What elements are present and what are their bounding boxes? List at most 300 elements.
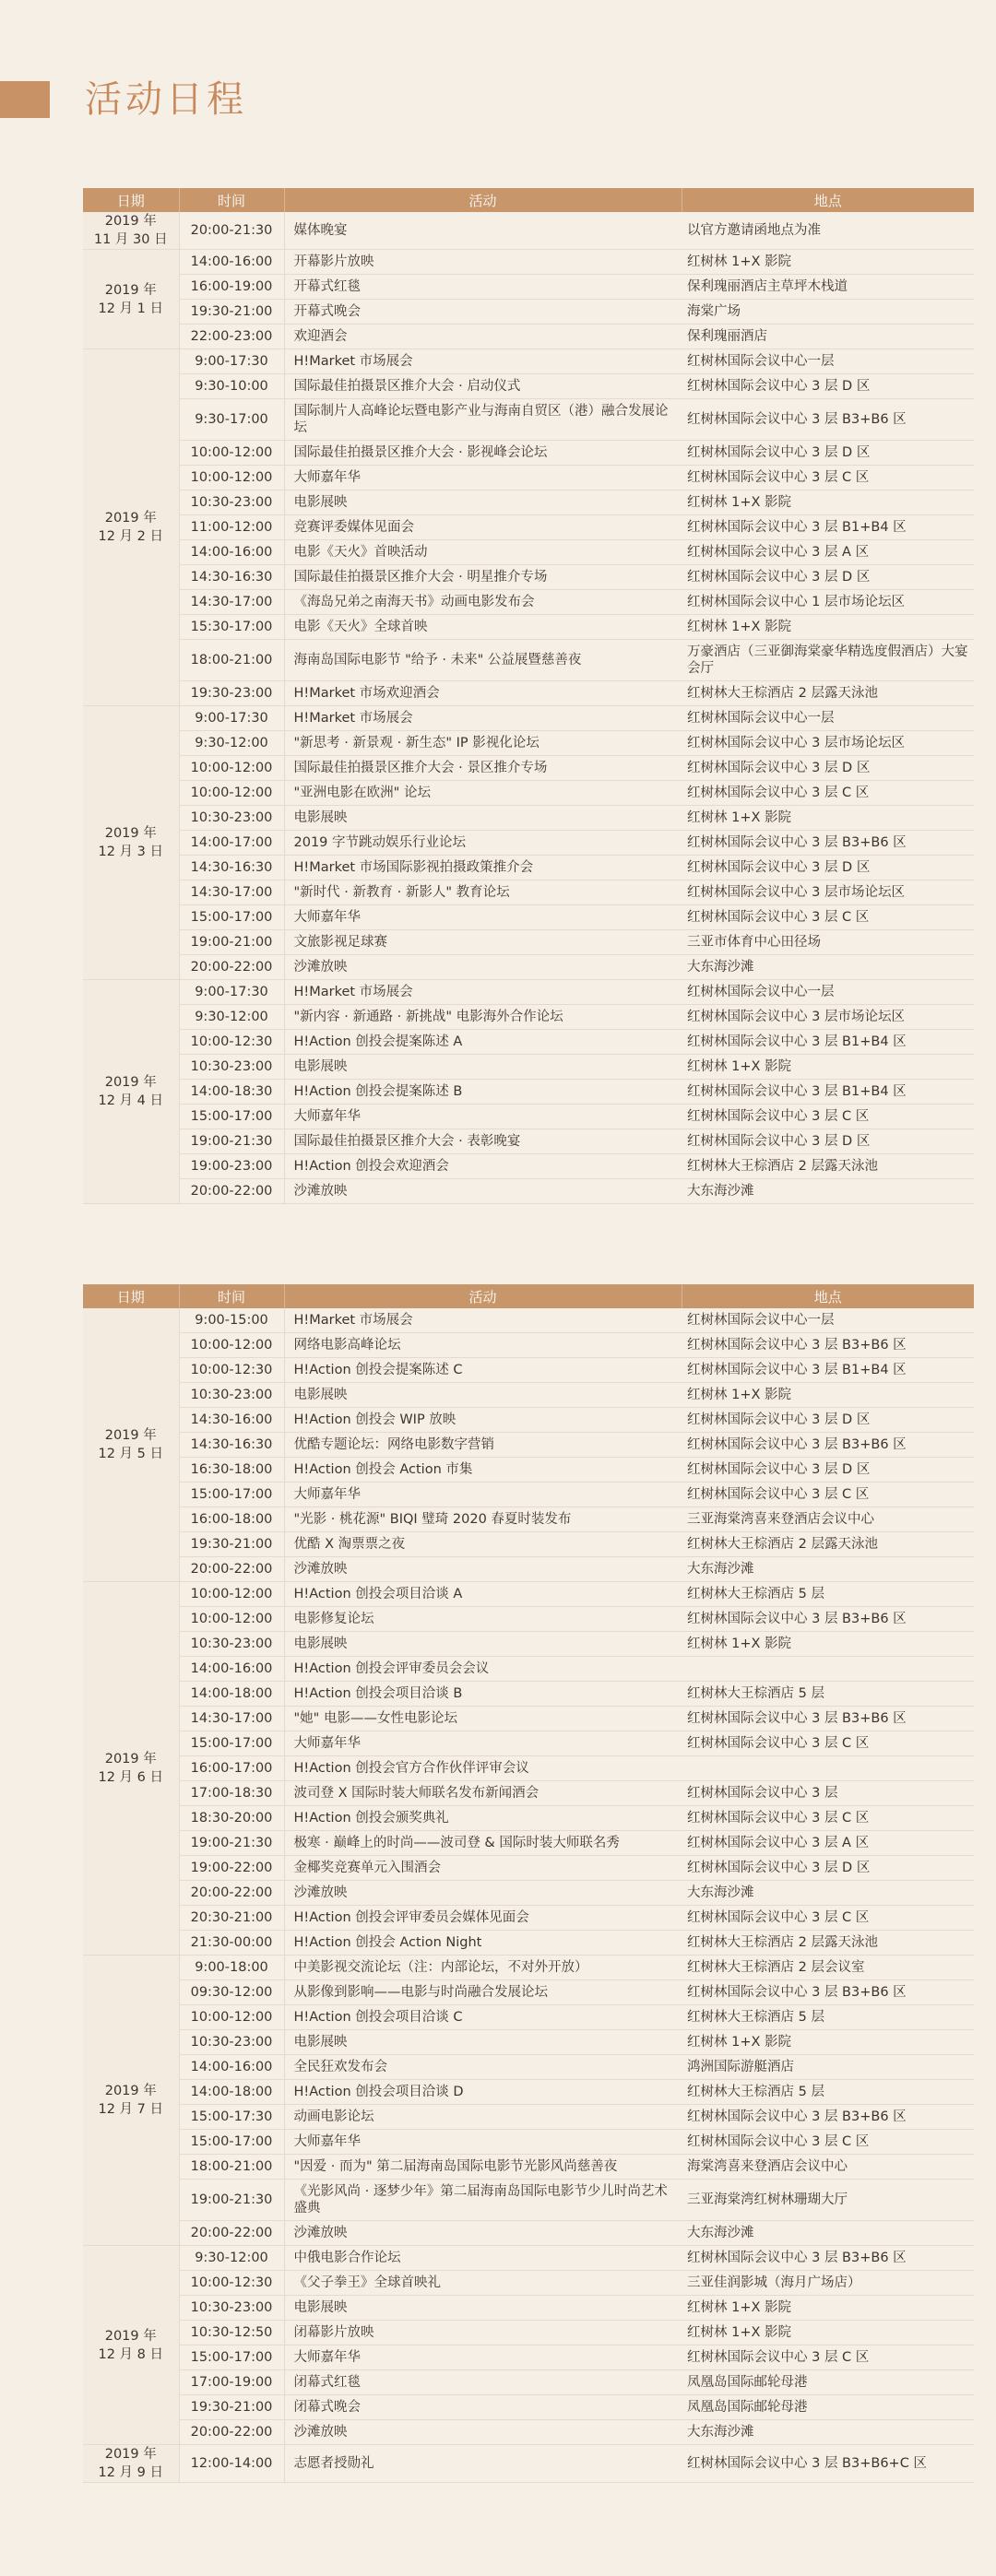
table-row xyxy=(83,1607,974,1632)
time-cell: 14:00-18:00 xyxy=(179,2080,284,2105)
location-cell: 红树林国际会议中心一层 xyxy=(682,349,974,374)
date-line: 2019 年 xyxy=(104,1075,157,1090)
table-row xyxy=(83,2420,974,2445)
table-row xyxy=(83,756,974,781)
time-cell: 19:30-21:00 xyxy=(179,2395,284,2420)
activity-cell: 电影展映 xyxy=(284,806,682,831)
table-row xyxy=(83,1433,974,1458)
activity-cell: H!Market 市场展会 xyxy=(284,1308,682,1333)
location-cell: 红树林国际会议中心 3 层 B3+B6+C 区 xyxy=(682,2445,974,2483)
location-cell: 红树林国际会议中心一层 xyxy=(682,980,974,1005)
activity-cell: 大师嘉年华 xyxy=(284,905,682,930)
activity-cell: 沙滩放映 xyxy=(284,1179,682,1204)
date-line: 12 月 3 日 xyxy=(98,845,163,859)
location-cell: 红树林 1+X 影院 xyxy=(682,490,974,515)
header-time: 时间 xyxy=(179,1284,284,1308)
activity-cell: 国际制片人高峰论坛暨电影产业与海南自贸区（港）融合发展论坛 xyxy=(284,399,682,441)
activity-cell: "新内容 · 新通路 · 新挑战" 电影海外合作论坛 xyxy=(284,1005,682,1030)
time-cell: 15:00-17:00 xyxy=(179,905,284,930)
activity-cell: 文旅影视足球赛 xyxy=(284,930,682,955)
location-cell: 凤凰岛国际邮轮母港 xyxy=(682,2370,974,2395)
time-cell: 10:00-12:00 xyxy=(179,1607,284,1632)
time-cell: 09:30-12:00 xyxy=(179,1980,284,2005)
time-cell: 19:30-23:00 xyxy=(179,681,284,706)
table-row xyxy=(83,731,974,756)
location-cell: 凤凰岛国际邮轮母港 xyxy=(682,2395,974,2420)
time-cell: 14:30-17:00 xyxy=(179,1707,284,1731)
table-row xyxy=(83,905,974,930)
location-cell: 红树林国际会议中心 3 层 B3+B6 区 xyxy=(682,831,974,856)
activity-cell: 电影展映 xyxy=(284,490,682,515)
table-row xyxy=(83,681,974,706)
table-row xyxy=(83,1055,974,1080)
time-cell: 10:30-23:00 xyxy=(179,2030,284,2055)
location-cell: 红树林大王棕酒店 2 层露天泳池 xyxy=(682,681,974,706)
table-row xyxy=(83,1483,974,1507)
schedule-table-2 xyxy=(83,1284,974,2483)
location-cell: 红树林国际会议中心 3 层 D 区 xyxy=(682,565,974,590)
activity-cell: H!Action 创投会欢迎酒会 xyxy=(284,1154,682,1179)
activity-cell: 大师嘉年华 xyxy=(284,1105,682,1129)
location-cell: 大东海沙滩 xyxy=(682,2221,974,2246)
time-cell: 10:00-12:00 xyxy=(179,441,284,466)
activity-cell: 大师嘉年华 xyxy=(284,2130,682,2155)
time-cell: 19:00-21:00 xyxy=(179,930,284,955)
location-cell: 红树林 1+X 影院 xyxy=(682,2030,974,2055)
activity-cell: 国际最佳拍摄景区推介大会 · 明星推介专场 xyxy=(284,565,682,590)
time-cell: 20:00-22:00 xyxy=(179,955,284,980)
time-cell: 10:00-12:30 xyxy=(179,1358,284,1383)
location-cell: 大东海沙滩 xyxy=(682,1179,974,1204)
location-cell: 红树林 1+X 影院 xyxy=(682,1055,974,1080)
date-cell xyxy=(83,250,179,349)
location-cell: 红树林国际会议中心 3 层 B3+B6 区 xyxy=(682,1607,974,1632)
activity-cell: H!Market 市场欢迎酒会 xyxy=(284,681,682,706)
header-time: 时间 xyxy=(179,188,284,212)
location-cell xyxy=(682,1756,974,1781)
time-cell: 10:30-23:00 xyxy=(179,806,284,831)
location-cell: 红树林国际会议中心 3 层 C 区 xyxy=(682,2346,974,2370)
time-cell: 15:00-17:00 xyxy=(179,2346,284,2370)
location-cell: 大东海沙滩 xyxy=(682,1557,974,1582)
time-cell: 9:30-12:00 xyxy=(179,731,284,756)
table-row xyxy=(83,930,974,955)
activity-cell: 开幕影片放映 xyxy=(284,250,682,275)
date-cell xyxy=(83,1308,179,1582)
location-cell: 红树林国际会议中心 1 层市场论坛区 xyxy=(682,590,974,615)
table-row xyxy=(83,856,974,880)
activity-cell: "因爱 · 而为" 第二届海南岛国际电影节光影风尚慈善夜 xyxy=(284,2155,682,2180)
location-cell: 大东海沙滩 xyxy=(682,2420,974,2445)
date-cell xyxy=(83,980,179,1204)
date-line: 11 月 30 日 xyxy=(93,232,168,247)
location-cell: 红树林国际会议中心 3 层 C 区 xyxy=(682,1906,974,1931)
time-cell: 9:00-17:30 xyxy=(179,706,284,731)
activity-cell: 沙滩放映 xyxy=(284,955,682,980)
location-cell: 红树林 1+X 影院 xyxy=(682,2296,974,2321)
date-cell xyxy=(83,1956,179,2246)
location-cell: 红树林国际会议中心 3 层 D 区 xyxy=(682,1129,974,1154)
activity-cell: 竞赛评委媒体见面会 xyxy=(284,515,682,540)
location-cell: 红树林国际会议中心 3 层 D 区 xyxy=(682,756,974,781)
table-row xyxy=(83,2180,974,2221)
location-cell: 保利瑰丽酒店主草坪木栈道 xyxy=(682,275,974,300)
table-row xyxy=(83,1030,974,1055)
location-cell: 红树林国际会议中心 3 层市场论坛区 xyxy=(682,1005,974,1030)
date-line: 12 月 8 日 xyxy=(98,2346,163,2362)
table-row xyxy=(83,1308,974,1333)
activity-cell: 大师嘉年华 xyxy=(284,2346,682,2370)
activity-cell: 海南岛国际电影节 "给予 · 未来" 公益展暨慈善夜 xyxy=(284,640,682,681)
table-row xyxy=(83,565,974,590)
time-cell: 10:30-23:00 xyxy=(179,490,284,515)
location-cell: 红树林国际会议中心 3 层 A 区 xyxy=(682,540,974,565)
location-cell: 红树林国际会议中心 3 层 A 区 xyxy=(682,1831,974,1856)
activity-cell: 国际最佳拍摄景区推介大会 · 启动仪式 xyxy=(284,374,682,399)
table-row xyxy=(83,1532,974,1557)
location-cell: 红树林 1+X 影院 xyxy=(682,1383,974,1408)
table-row xyxy=(83,1383,974,1408)
table-row xyxy=(83,2155,974,2180)
location-cell: 红树林国际会议中心 3 层 C 区 xyxy=(682,905,974,930)
activity-cell: H!Market 市场国际影视拍摄政策推介会 xyxy=(284,856,682,880)
activity-cell: "新时代 · 新教育 · 新影人" 教育论坛 xyxy=(284,880,682,905)
activity-cell: H!Action 创投会官方合作伙伴评审会议 xyxy=(284,1756,682,1781)
time-cell: 12:00-14:00 xyxy=(179,2445,284,2483)
time-cell: 10:00-12:00 xyxy=(179,756,284,781)
location-cell: 红树林国际会议中心 3 层 B3+B6 区 xyxy=(682,2105,974,2130)
location-cell: 鸿洲国际游艇酒店 xyxy=(682,2055,974,2080)
table-row xyxy=(83,1906,974,1931)
location-cell xyxy=(682,1657,974,1682)
table-row xyxy=(83,2055,974,2080)
date-line: 12 月 9 日 xyxy=(98,2465,163,2480)
time-cell: 17:00-19:00 xyxy=(179,2370,284,2395)
table-row xyxy=(83,250,974,275)
location-cell: 三亚海棠湾喜来登酒店会议中心 xyxy=(682,1507,974,1532)
time-cell: 14:30-16:30 xyxy=(179,565,284,590)
time-cell: 10:00-12:00 xyxy=(179,466,284,490)
activity-cell: 金椰奖竞赛单元入围酒会 xyxy=(284,1856,682,1881)
table-row xyxy=(83,880,974,905)
table-row xyxy=(83,540,974,565)
time-cell: 16:00-17:00 xyxy=(179,1756,284,1781)
location-cell: 红树林大王棕酒店 2 层露天泳池 xyxy=(682,1154,974,1179)
table-row xyxy=(83,490,974,515)
activity-cell: 电影展映 xyxy=(284,2030,682,2055)
time-cell: 19:00-22:00 xyxy=(179,1856,284,1881)
date-cell xyxy=(83,706,179,980)
time-cell: 9:30-17:00 xyxy=(179,399,284,441)
date-line: 2019 年 xyxy=(104,282,157,298)
date-cell xyxy=(83,2246,179,2445)
location-cell: 红树林国际会议中心一层 xyxy=(682,1308,974,1333)
time-cell: 10:30-23:00 xyxy=(179,1055,284,1080)
time-cell: 15:00-17:00 xyxy=(179,1105,284,1129)
table-row xyxy=(83,1358,974,1383)
location-cell: 红树林国际会议中心 3 层 C 区 xyxy=(682,1483,974,1507)
activity-cell: 网络电影高峰论坛 xyxy=(284,1333,682,1358)
table-row xyxy=(83,2395,974,2420)
table-row xyxy=(83,1507,974,1532)
time-cell: 14:30-16:30 xyxy=(179,856,284,880)
time-cell: 14:00-18:30 xyxy=(179,1080,284,1105)
time-cell: 14:00-16:00 xyxy=(179,250,284,275)
activity-cell: H!Action 创投会项目洽谈 B xyxy=(284,1682,682,1707)
time-cell: 17:00-18:30 xyxy=(179,1781,284,1806)
activity-cell: "她" 电影——女性电影论坛 xyxy=(284,1707,682,1731)
location-cell: 红树林国际会议中心 3 层 D 区 xyxy=(682,1408,974,1433)
activity-cell: 极寒 · 巅峰上的时尚——波司登 & 国际时装大师联名秀 xyxy=(284,1831,682,1856)
time-cell: 10:00-12:30 xyxy=(179,2271,284,2296)
activity-cell: 闭幕式晚会 xyxy=(284,2395,682,2420)
table-row xyxy=(83,1781,974,1806)
time-cell: 9:30-10:00 xyxy=(179,374,284,399)
activity-cell: 电影《天火》首映活动 xyxy=(284,540,682,565)
location-cell: 红树林大王棕酒店 2 层露天泳池 xyxy=(682,1931,974,1956)
time-cell: 9:00-17:30 xyxy=(179,349,284,374)
table-row xyxy=(83,1557,974,1582)
header-activity: 活动 xyxy=(284,188,682,212)
time-cell: 14:00-16:00 xyxy=(179,2055,284,2080)
table-row xyxy=(83,300,974,325)
location-cell: 万豪酒店（三亚御海棠豪华精选度假酒店）大宴会厅 xyxy=(682,640,974,681)
time-cell: 10:30-23:00 xyxy=(179,2296,284,2321)
time-cell: 9:30-12:00 xyxy=(179,1005,284,1030)
activity-cell: 大师嘉年华 xyxy=(284,1731,682,1756)
table-row xyxy=(83,441,974,466)
date-line: 2019 年 xyxy=(104,1752,157,1767)
activity-cell: H!Action 创投会项目洽谈 D xyxy=(284,2080,682,2105)
time-cell: 20:00-21:30 xyxy=(179,212,284,250)
table-row xyxy=(83,1931,974,1956)
table-row xyxy=(83,2005,974,2030)
location-cell: 红树林国际会议中心 3 层 B3+B6 区 xyxy=(682,1433,974,1458)
activity-cell: 电影展映 xyxy=(284,1383,682,1408)
time-cell: 10:00-12:00 xyxy=(179,1333,284,1358)
table-row xyxy=(83,1582,974,1607)
date-line: 12 月 6 日 xyxy=(98,1770,163,1785)
activity-cell: H!Action 创投会评审委员会会议 xyxy=(284,1657,682,1682)
table-row xyxy=(83,1408,974,1433)
date-line: 2019 年 xyxy=(104,2084,157,2098)
title-accent-bar xyxy=(0,81,50,118)
activity-cell: H!Market 市场展会 xyxy=(284,706,682,731)
table-row xyxy=(83,955,974,980)
table-row xyxy=(83,399,974,441)
time-cell: 18:30-20:00 xyxy=(179,1806,284,1831)
time-cell: 20:00-22:00 xyxy=(179,2420,284,2445)
table-row xyxy=(83,2221,974,2246)
activity-cell: 开幕式红毯 xyxy=(284,275,682,300)
table-row xyxy=(83,1154,974,1179)
table-header-row xyxy=(83,1284,974,1308)
activity-cell: 开幕式晚会 xyxy=(284,300,682,325)
location-cell: 红树林国际会议中心 3 层市场论坛区 xyxy=(682,731,974,756)
activity-cell: 沙滩放映 xyxy=(284,1557,682,1582)
table-row xyxy=(83,1956,974,1980)
location-cell: 红树林国际会议中心 3 层 C 区 xyxy=(682,1731,974,1756)
activity-cell: 中俄电影合作论坛 xyxy=(284,2246,682,2271)
table-row xyxy=(83,1458,974,1483)
activity-cell: 《海岛兄弟之南海天书》动画电影发布会 xyxy=(284,590,682,615)
time-cell: 10:00-12:00 xyxy=(179,1582,284,1607)
time-cell: 10:30-12:50 xyxy=(179,2321,284,2346)
table-row xyxy=(83,1657,974,1682)
table-row xyxy=(83,2105,974,2130)
table-row xyxy=(83,2445,974,2483)
header-date: 日期 xyxy=(83,188,179,212)
location-cell: 红树林国际会议中心 3 层 B3+B6 区 xyxy=(682,399,974,441)
location-cell: 红树林大王棕酒店 2 层露天泳池 xyxy=(682,1532,974,1557)
time-cell: 14:00-16:00 xyxy=(179,1657,284,1682)
time-cell: 20:00-22:00 xyxy=(179,1881,284,1906)
activity-cell: 中美影视交流论坛（注：内部论坛，不对外开放） xyxy=(284,1956,682,1980)
time-cell: 14:30-16:30 xyxy=(179,1433,284,1458)
table-row xyxy=(83,1856,974,1881)
activity-cell: H!Action 创投会提案陈述 C xyxy=(284,1358,682,1383)
activity-cell: H!Action 创投会 Action Night xyxy=(284,1931,682,1956)
header-activity: 活动 xyxy=(284,1284,682,1308)
activity-cell: "亚洲电影在欧洲" 论坛 xyxy=(284,781,682,806)
table-row xyxy=(83,590,974,615)
date-line: 2019 年 xyxy=(104,2447,157,2462)
table-row xyxy=(83,1731,974,1756)
activity-cell: H!Market 市场展会 xyxy=(284,980,682,1005)
location-cell: 红树林国际会议中心 3 层 B3+B6 区 xyxy=(682,1333,974,1358)
time-cell: 10:30-23:00 xyxy=(179,1632,284,1657)
date-line: 2019 年 xyxy=(104,511,157,526)
location-cell: 红树林大王棕酒店 5 层 xyxy=(682,1682,974,1707)
activity-cell: H!Action 创投会颁奖典礼 xyxy=(284,1806,682,1831)
location-cell: 三亚市体育中心田径场 xyxy=(682,930,974,955)
time-cell: 15:00-17:00 xyxy=(179,2130,284,2155)
time-cell: 10:00-12:30 xyxy=(179,1030,284,1055)
table-row xyxy=(83,1682,974,1707)
time-cell: 16:00-19:00 xyxy=(179,275,284,300)
activity-cell: H!Market 市场展会 xyxy=(284,349,682,374)
activity-cell: 志愿者授勋礼 xyxy=(284,2445,682,2483)
activity-cell: H!Action 创投会提案陈述 B xyxy=(284,1080,682,1105)
location-cell: 红树林国际会议中心 3 层 C 区 xyxy=(682,1806,974,1831)
activity-cell: 电影展映 xyxy=(284,2296,682,2321)
activity-cell: 优酷 X 淘票票之夜 xyxy=(284,1532,682,1557)
activity-cell: 大师嘉年华 xyxy=(284,1483,682,1507)
time-cell: 21:30-00:00 xyxy=(179,1931,284,1956)
activity-cell: 从影像到影响——电影与时尚融合发展论坛 xyxy=(284,1980,682,2005)
location-cell: 红树林大王棕酒店 5 层 xyxy=(682,2080,974,2105)
location-cell: 红树林国际会议中心 3 层 B3+B6 区 xyxy=(682,1707,974,1731)
location-cell: 红树林国际会议中心 3 层 D 区 xyxy=(682,374,974,399)
time-cell: 15:00-17:30 xyxy=(179,2105,284,2130)
location-cell: 红树林国际会议中心 3 层 B1+B4 区 xyxy=(682,1030,974,1055)
table-row xyxy=(83,1333,974,1358)
location-cell: 红树林 1+X 影院 xyxy=(682,250,974,275)
table-row xyxy=(83,640,974,681)
location-cell: 红树林国际会议中心 3 层 B1+B4 区 xyxy=(682,1358,974,1383)
location-cell: 红树林大王棕酒店 5 层 xyxy=(682,1582,974,1607)
time-cell: 15:00-17:00 xyxy=(179,1731,284,1756)
table-row xyxy=(83,2370,974,2395)
activity-cell: 电影展映 xyxy=(284,1055,682,1080)
date-line: 12 月 1 日 xyxy=(98,301,163,316)
activity-cell: 优酷专题论坛：网络电影数字营销 xyxy=(284,1433,682,1458)
date-line: 2019 年 xyxy=(104,826,157,841)
location-cell: 红树林国际会议中心 3 层市场论坛区 xyxy=(682,880,974,905)
activity-cell: "光影 · 桃花源" BIQI 璧琦 2020 春夏时装发布 xyxy=(284,1507,682,1532)
location-cell: 红树林国际会议中心 3 层 B3+B6 区 xyxy=(682,2246,974,2271)
table-row xyxy=(83,1179,974,1204)
table-row xyxy=(83,1005,974,1030)
time-cell: 9:00-18:00 xyxy=(179,1956,284,1980)
time-cell: 9:00-15:00 xyxy=(179,1308,284,1333)
time-cell: 10:00-12:00 xyxy=(179,2005,284,2030)
table-row xyxy=(83,1129,974,1154)
location-cell: 红树林国际会议中心 3 层 C 区 xyxy=(682,466,974,490)
date-cell xyxy=(83,2445,179,2483)
activity-cell: 国际最佳拍摄景区推介大会 · 影视峰会论坛 xyxy=(284,441,682,466)
header-date: 日期 xyxy=(83,1284,179,1308)
location-cell: 三亚海棠湾红树林珊瑚大厅 xyxy=(682,2180,974,2221)
time-cell: 20:00-22:00 xyxy=(179,1557,284,1582)
time-cell: 10:00-12:00 xyxy=(179,781,284,806)
activity-cell: 沙滩放映 xyxy=(284,2420,682,2445)
activity-cell: 电影展映 xyxy=(284,1632,682,1657)
location-cell: 红树林 1+X 影院 xyxy=(682,1632,974,1657)
location-cell: 红树林国际会议中心 3 层 D 区 xyxy=(682,441,974,466)
location-cell: 红树林国际会议中心 3 层 B1+B4 区 xyxy=(682,515,974,540)
time-cell: 19:30-21:00 xyxy=(179,1532,284,1557)
table-row xyxy=(83,325,974,349)
activity-cell: 电影《天火》全球首映 xyxy=(284,615,682,640)
date-line: 12 月 7 日 xyxy=(98,2102,163,2117)
time-cell: 14:00-17:00 xyxy=(179,831,284,856)
location-cell: 红树林国际会议中心 3 层 D 区 xyxy=(682,1856,974,1881)
activity-cell: H!Action 创投会 Action 市集 xyxy=(284,1458,682,1483)
location-cell: 红树林国际会议中心 3 层 C 区 xyxy=(682,1105,974,1129)
date-line: 2019 年 xyxy=(104,2328,157,2344)
time-cell: 20:00-22:00 xyxy=(179,2221,284,2246)
time-cell: 19:30-21:00 xyxy=(179,300,284,325)
activity-cell: 波司登 X 国际时装大师联名发布新闻酒会 xyxy=(284,1781,682,1806)
activity-cell: 《光影风尚 · 逐梦少年》第二届海南岛国际电影节少儿时尚艺术盛典 xyxy=(284,2180,682,2221)
table-row xyxy=(83,275,974,300)
time-cell: 16:30-18:00 xyxy=(179,1458,284,1483)
table-row xyxy=(83,831,974,856)
location-cell: 红树林 1+X 影院 xyxy=(682,2321,974,2346)
time-cell: 22:00-23:00 xyxy=(179,325,284,349)
time-cell: 18:00-21:00 xyxy=(179,640,284,681)
table-row xyxy=(83,1632,974,1657)
time-cell: 10:30-23:00 xyxy=(179,1383,284,1408)
schedule-table-1 xyxy=(83,188,974,1204)
location-cell: 红树林国际会议中心 3 层 D 区 xyxy=(682,1458,974,1483)
time-cell: 20:00-22:00 xyxy=(179,1179,284,1204)
table-header-row xyxy=(83,188,974,212)
activity-cell: 沙滩放映 xyxy=(284,1881,682,1906)
time-cell: 14:30-17:00 xyxy=(179,590,284,615)
activity-cell: H!Action 创投会 WIP 放映 xyxy=(284,1408,682,1433)
activity-cell: 闭幕影片放映 xyxy=(284,2321,682,2346)
activity-cell: 动画电影论坛 xyxy=(284,2105,682,2130)
location-cell: 大东海沙滩 xyxy=(682,1881,974,1906)
table-row xyxy=(83,2346,974,2370)
location-cell: 红树林国际会议中心 3 层 C 区 xyxy=(682,2130,974,2155)
table-row xyxy=(83,515,974,540)
header-location: 地点 xyxy=(682,188,974,212)
table-row xyxy=(83,2030,974,2055)
page-title: 活动日程 xyxy=(85,78,247,121)
